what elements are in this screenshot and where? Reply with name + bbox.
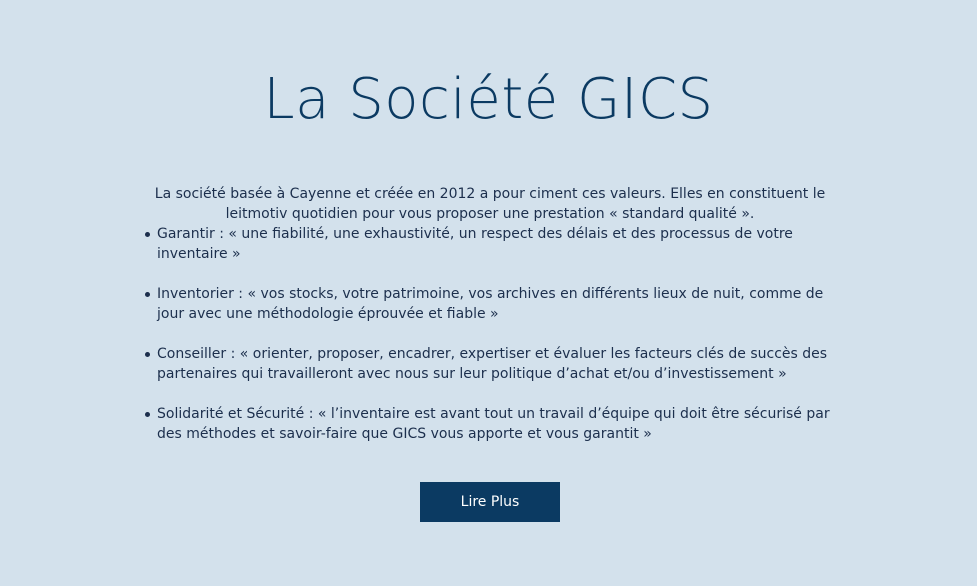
- value-item-conseiller: Conseiller : « orienter, proposer, encadrer, expertiser et évaluer les facteurs clés de succès des partenaires qui travailleront avec nous sur leur politique d’achat et/ou d’investissement »: [140, 344, 840, 384]
- value-item-solidarite: Solidarité et Sécurité : « l’inventaire est avant tout un travail d’équipe qui doit être sécurisé par des méthodes et savoir-faire que GICS vous apporte et vous garantit »: [140, 404, 840, 444]
- read-more-button[interactable]: Lire Plus: [420, 482, 560, 522]
- page-title: La Société GICS: [263, 67, 714, 132]
- value-item-inventorier: Inventorier : « vos stocks, votre patrimoine, vos archives en différents lieux de nuit, comme de jour avec une méthodologie éprouvée et fiable »: [140, 284, 840, 324]
- intro-paragraph: La société basée à Cayenne et créée en 2012 a pour ciment ces valeurs. Elles en constituent le leitmotiv quotidien pour vous proposer une prestation « standard qualité ».: [154, 186, 826, 222]
- about-content: [140, 184, 840, 464]
- value-item-garantir: Garantir : « une fiabilité, une exhaustivité, un respect des délais et des processus de votre inventaire »: [140, 224, 840, 264]
- values-list: [140, 224, 840, 444]
